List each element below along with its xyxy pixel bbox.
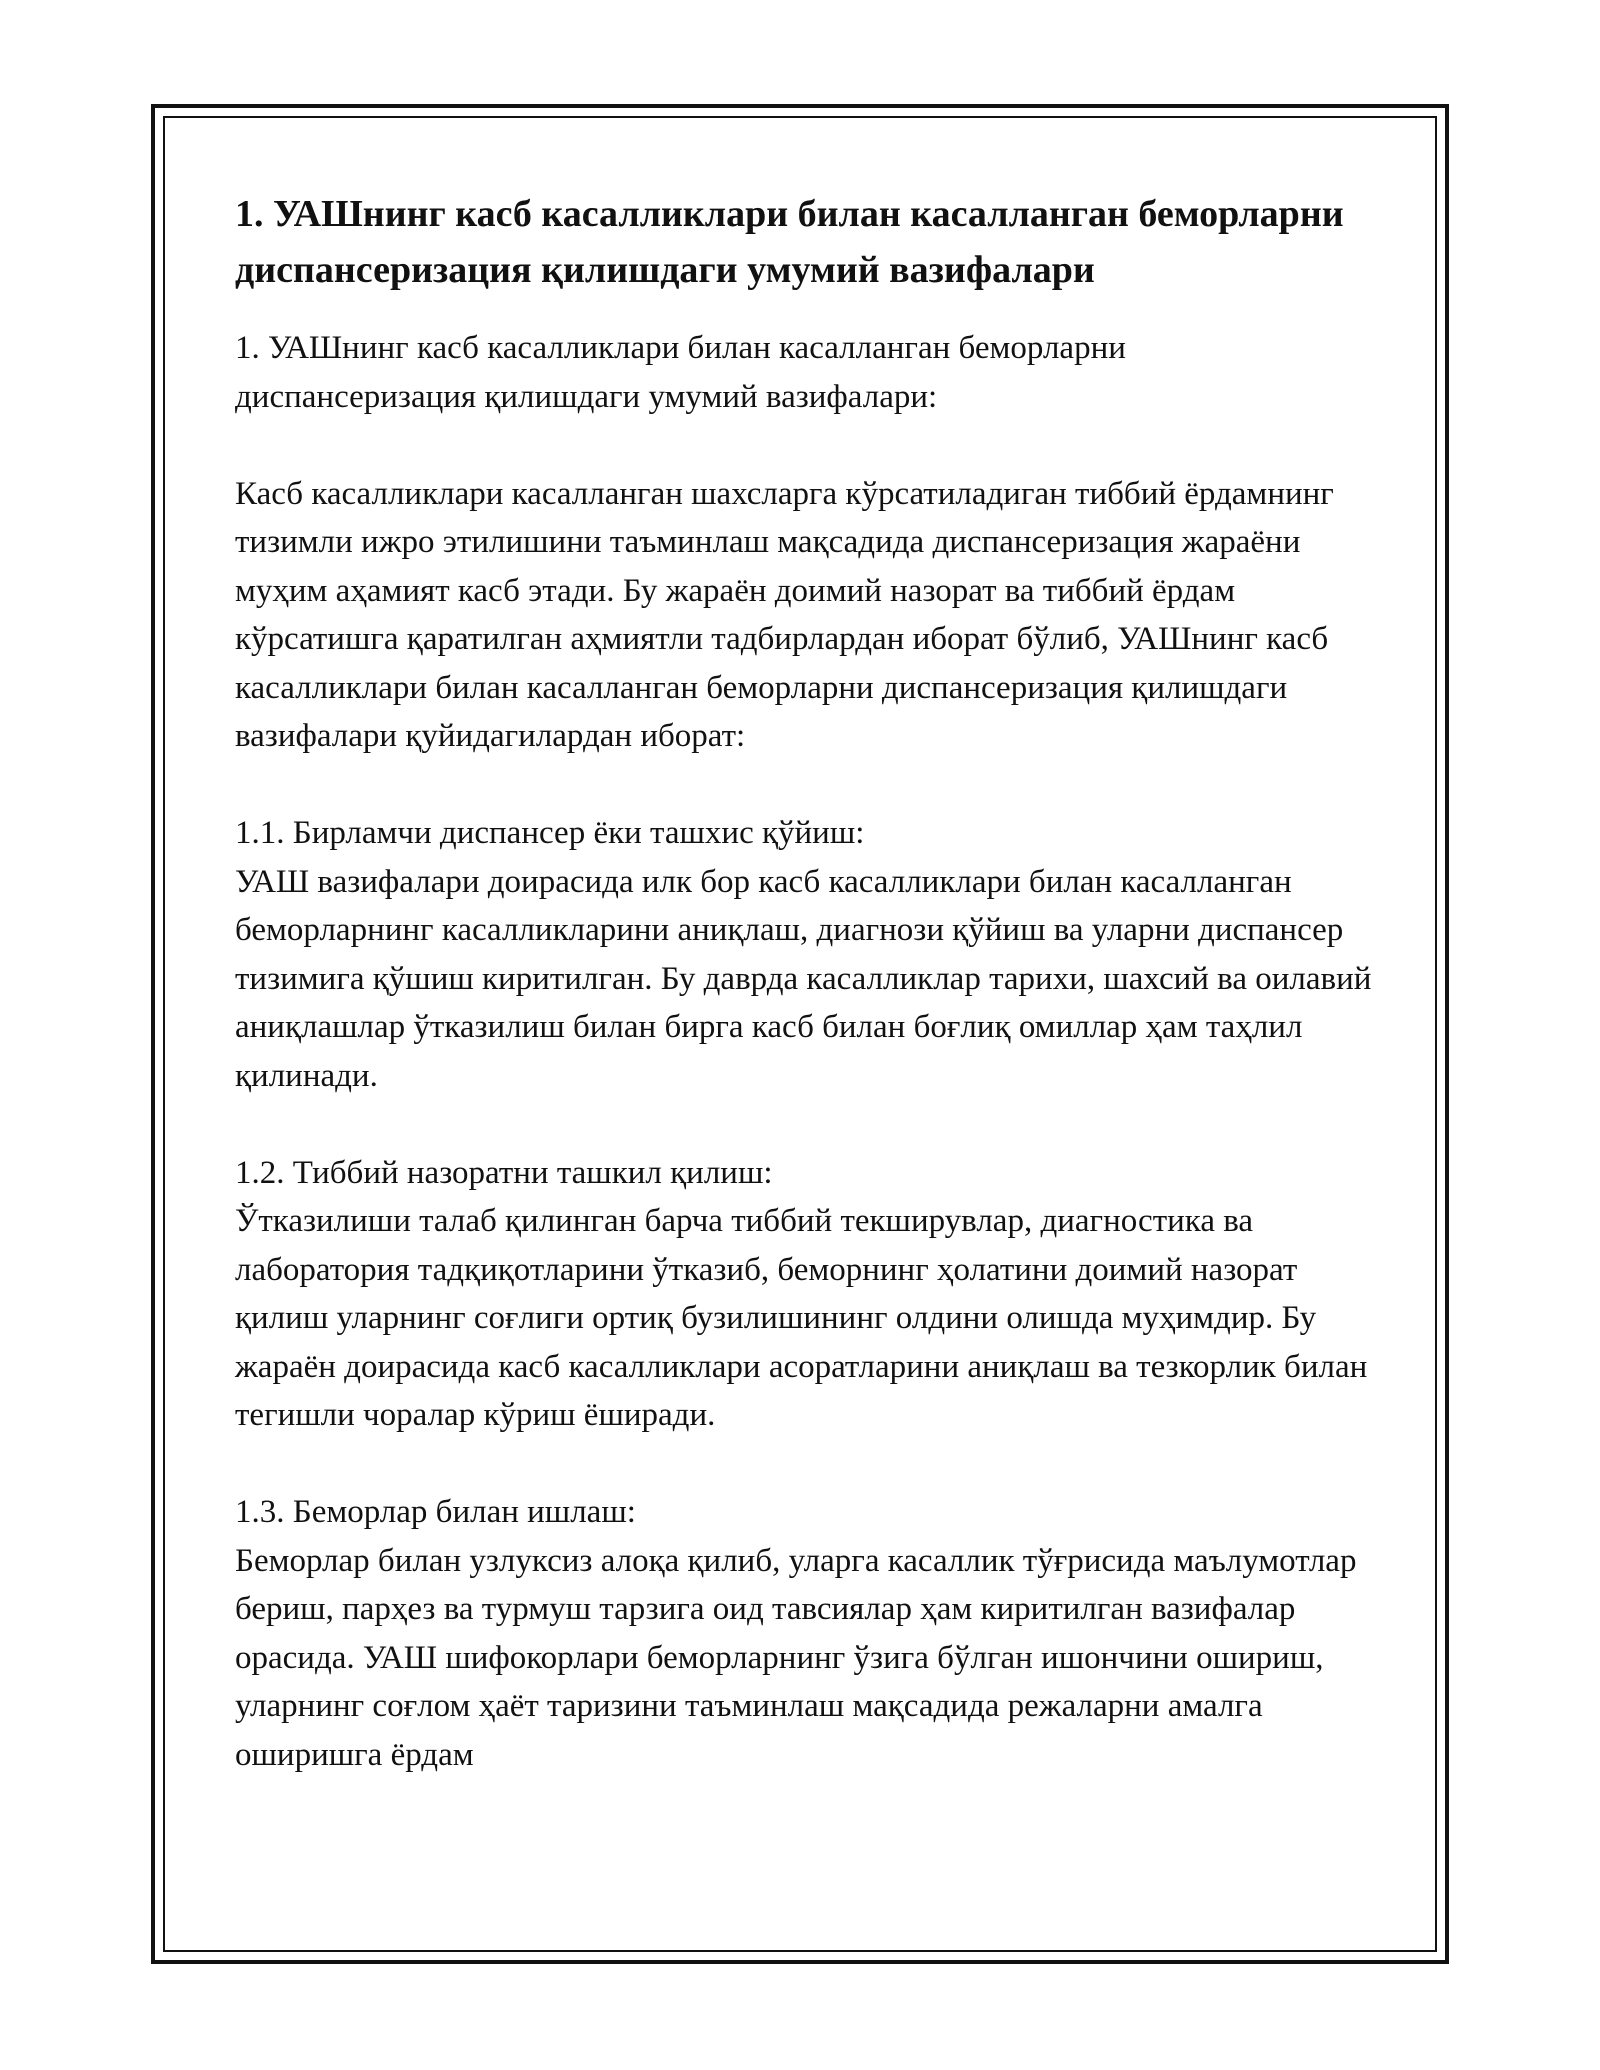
- paragraph-gap: [235, 761, 1375, 810]
- section-1-3: [235, 1488, 1375, 1779]
- section-title: 1.1. Бирламчи диспансер ёки ташхис қўйиш:: [235, 815, 865, 851]
- section-1-1: [235, 809, 1375, 1100]
- overview-paragraph: Касб касалликлари касалланган шахсларга кўрсатиладиган тиббий ёрдамнинг тизимли ижро этилишини таъминлаш мақсадида диспансеризация жараёни муҳим аҳамият касб этади. Бу жараён доимий назорат ва тиббий ёрдам кўрсатишга қаратилган аҳмиятли тадбирлардан иборат бўлиб, УАШнинг касб касалликлари билан касалланган беморларни диспансеризация қилишдаги вазифалари қуйидагилардан иборат:: [235, 475, 1334, 754]
- section-body: Беморлар билан узлуксиз алоқа қилиб, уларга касаллик тўғрисида маълумотлар бериш, парҳез ва турмуш тарзига оид тавсиялар ҳам киритилган вазифалар орасида. УАШ шифокорлари беморларнинг ўзига бўлган ишончини ошириш, уларнинг соғлом ҳаёт таризини таъминлаш мақсадида режаларни амалга оширишга ёрдам: [235, 1542, 1357, 1773]
- section-body: Ўтказилиши талаб қилинган барча тиббий текширувлар, диагностика ва лаборатория тадқиқотларини ўтказиб, беморнинг ҳолатини доимий назорат қилиш уларнинг соғлиги ортиқ бузилишининг олдини олишда муҳимдир. Бу жараён доирасида касб касалликлари асоратларини аниқлаш ва тезкорлик билан тегишли чоралар кўриш ёширади.: [235, 1203, 1368, 1433]
- paragraph-gap: [235, 1100, 1375, 1149]
- paragraph-gap: [235, 1440, 1375, 1489]
- section-title: 1.3. Беморлар билан ишлаш:: [235, 1494, 636, 1530]
- section-title: 1.2. Тиббий назоратни ташкил қилиш:: [235, 1154, 773, 1191]
- section-1-2: [235, 1149, 1375, 1440]
- intro-paragraph: 1. УАШнинг касб касалликлари билан касалланган беморларни диспансеризация қилишдаги умумий вазифалари:: [235, 330, 1126, 415]
- document-heading: 1. УАШнинг касб касалликлари билан касалланган беморларни диспансеризация қилишдаги умумий вазифалари: [235, 193, 1344, 291]
- section-body: УАШ вазифалари доирасида илк бор касб касалликлари билан касалланган беморларнинг касалликларини аниқлаш, диагнози қўйиш ва уларни диспансер тизимига қўшиш киритилган. Бу даврда касалликлар тарихи, шахсий ва оилавий аниқлашлар ўтказилиш билан бирга касб билан боғлиқ омиллар ҳам таҳлил қилинади.: [235, 863, 1372, 1094]
- document-body: [235, 186, 1375, 1779]
- paragraph-gap: [235, 421, 1375, 470]
